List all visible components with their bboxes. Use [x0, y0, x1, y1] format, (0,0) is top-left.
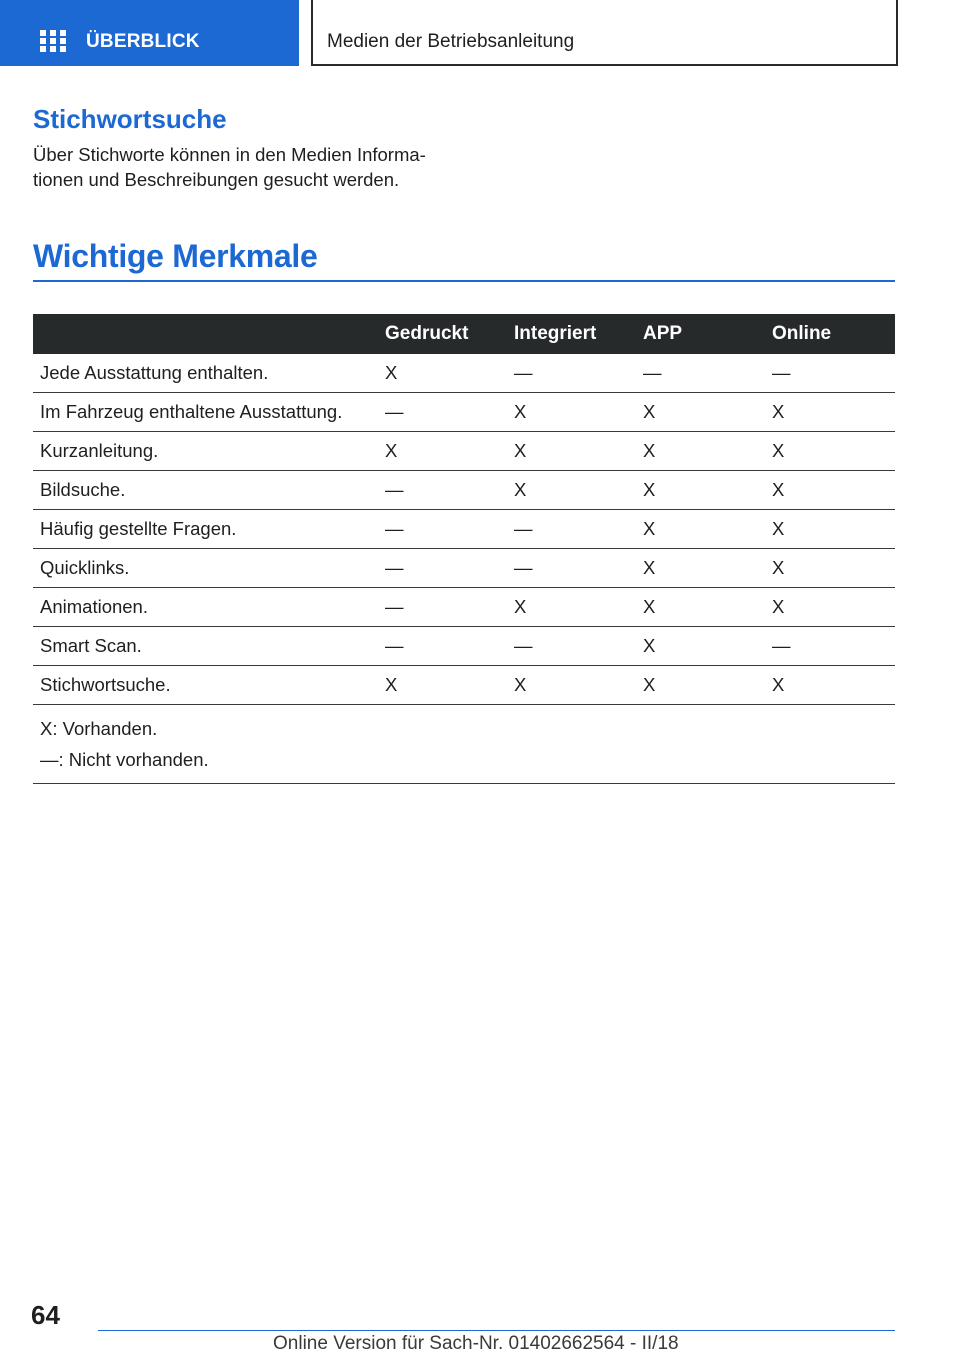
- column-header-gedruckt: Gedruckt: [378, 314, 507, 354]
- cell-integriert: X: [507, 471, 636, 510]
- cell-app: X: [636, 627, 765, 666]
- cell-app: X: [636, 666, 765, 705]
- cell-online: X: [765, 666, 895, 705]
- feature-name: Stichwortsuche.: [33, 666, 378, 705]
- feature-name: Smart Scan.: [33, 627, 378, 666]
- section-label: ÜBERBLICK: [86, 31, 200, 52]
- cell-online: —: [765, 627, 895, 666]
- features-table: [33, 314, 895, 784]
- column-header-app: APP: [636, 314, 765, 354]
- feature-name: Jede Ausstattung enthalten.: [33, 354, 378, 393]
- feature-name: Häufig gestellte Fragen.: [33, 510, 378, 549]
- table-row: [33, 354, 895, 393]
- cell-online: X: [765, 471, 895, 510]
- page-number: 64: [31, 1300, 60, 1330]
- cell-integriert: X: [507, 432, 636, 471]
- cell-app: X: [636, 588, 765, 627]
- cell-gedruckt: X: [378, 666, 507, 705]
- feature-name: Kurzanleitung.: [33, 432, 378, 471]
- footer-text: Online Version für Sach-Nr. 01402662564 - II/18: [273, 1333, 679, 1354]
- table-row: [33, 510, 895, 549]
- table-row: [33, 588, 895, 627]
- cell-integriert: —: [507, 627, 636, 666]
- cell-online: X: [765, 393, 895, 432]
- cell-gedruckt: —: [378, 393, 507, 432]
- feature-name: Bildsuche.: [33, 471, 378, 510]
- column-header: [33, 314, 378, 354]
- cell-online: X: [765, 588, 895, 627]
- feature-name: Im Fahrzeug enthaltene Ausstattung.: [33, 393, 378, 432]
- chapter-title: Medien der Betriebsanleitung: [327, 31, 575, 52]
- cell-integriert: —: [507, 549, 636, 588]
- column-header-integriert: Integriert: [507, 314, 636, 354]
- table-row: [33, 432, 895, 471]
- cell-integriert: —: [507, 510, 636, 549]
- table-row: [33, 627, 895, 666]
- legend-present: X: Vorhanden.: [40, 718, 158, 739]
- cell-online: X: [765, 432, 895, 471]
- stichwortsuche-text: Über Stichworte können in den Medien Informa-tionen und Beschreibungen gesucht werden.: [33, 144, 426, 190]
- cell-gedruckt: —: [378, 627, 507, 666]
- grid-icon: [40, 30, 66, 52]
- cell-gedruckt: X: [378, 432, 507, 471]
- cell-online: X: [765, 549, 895, 588]
- stichwortsuche-heading: Stichwortsuche: [33, 104, 227, 134]
- cell-app: X: [636, 510, 765, 549]
- table-legend: [33, 705, 895, 784]
- cell-gedruckt: —: [378, 471, 507, 510]
- cell-app: X: [636, 432, 765, 471]
- table-header-row: [33, 314, 895, 354]
- feature-name: Quicklinks.: [33, 549, 378, 588]
- cell-online: —: [765, 354, 895, 393]
- cell-integriert: X: [507, 666, 636, 705]
- footer-divider: [98, 1330, 895, 1331]
- table-legend-row: [33, 705, 895, 784]
- legend-absent: —: Nicht vorhanden.: [40, 749, 209, 770]
- cell-app: —: [636, 354, 765, 393]
- table-row: [33, 549, 895, 588]
- cell-gedruckt: —: [378, 588, 507, 627]
- section-tab[interactable]: [0, 0, 299, 66]
- cell-integriert: —: [507, 354, 636, 393]
- table-row: [33, 393, 895, 432]
- merkmale-heading: Wichtige Merkmale: [33, 238, 318, 274]
- cell-gedruckt: —: [378, 549, 507, 588]
- heading-divider: [33, 280, 895, 282]
- chapter-tab[interactable]: [311, 0, 898, 66]
- cell-app: X: [636, 471, 765, 510]
- column-header-online: Online: [765, 314, 895, 354]
- cell-online: X: [765, 510, 895, 549]
- cell-integriert: X: [507, 588, 636, 627]
- cell-app: X: [636, 393, 765, 432]
- cell-gedruckt: X: [378, 354, 507, 393]
- cell-gedruckt: —: [378, 510, 507, 549]
- feature-name: Animationen.: [33, 588, 378, 627]
- cell-app: X: [636, 549, 765, 588]
- cell-integriert: X: [507, 393, 636, 432]
- table-row: [33, 666, 895, 705]
- table-row: [33, 471, 895, 510]
